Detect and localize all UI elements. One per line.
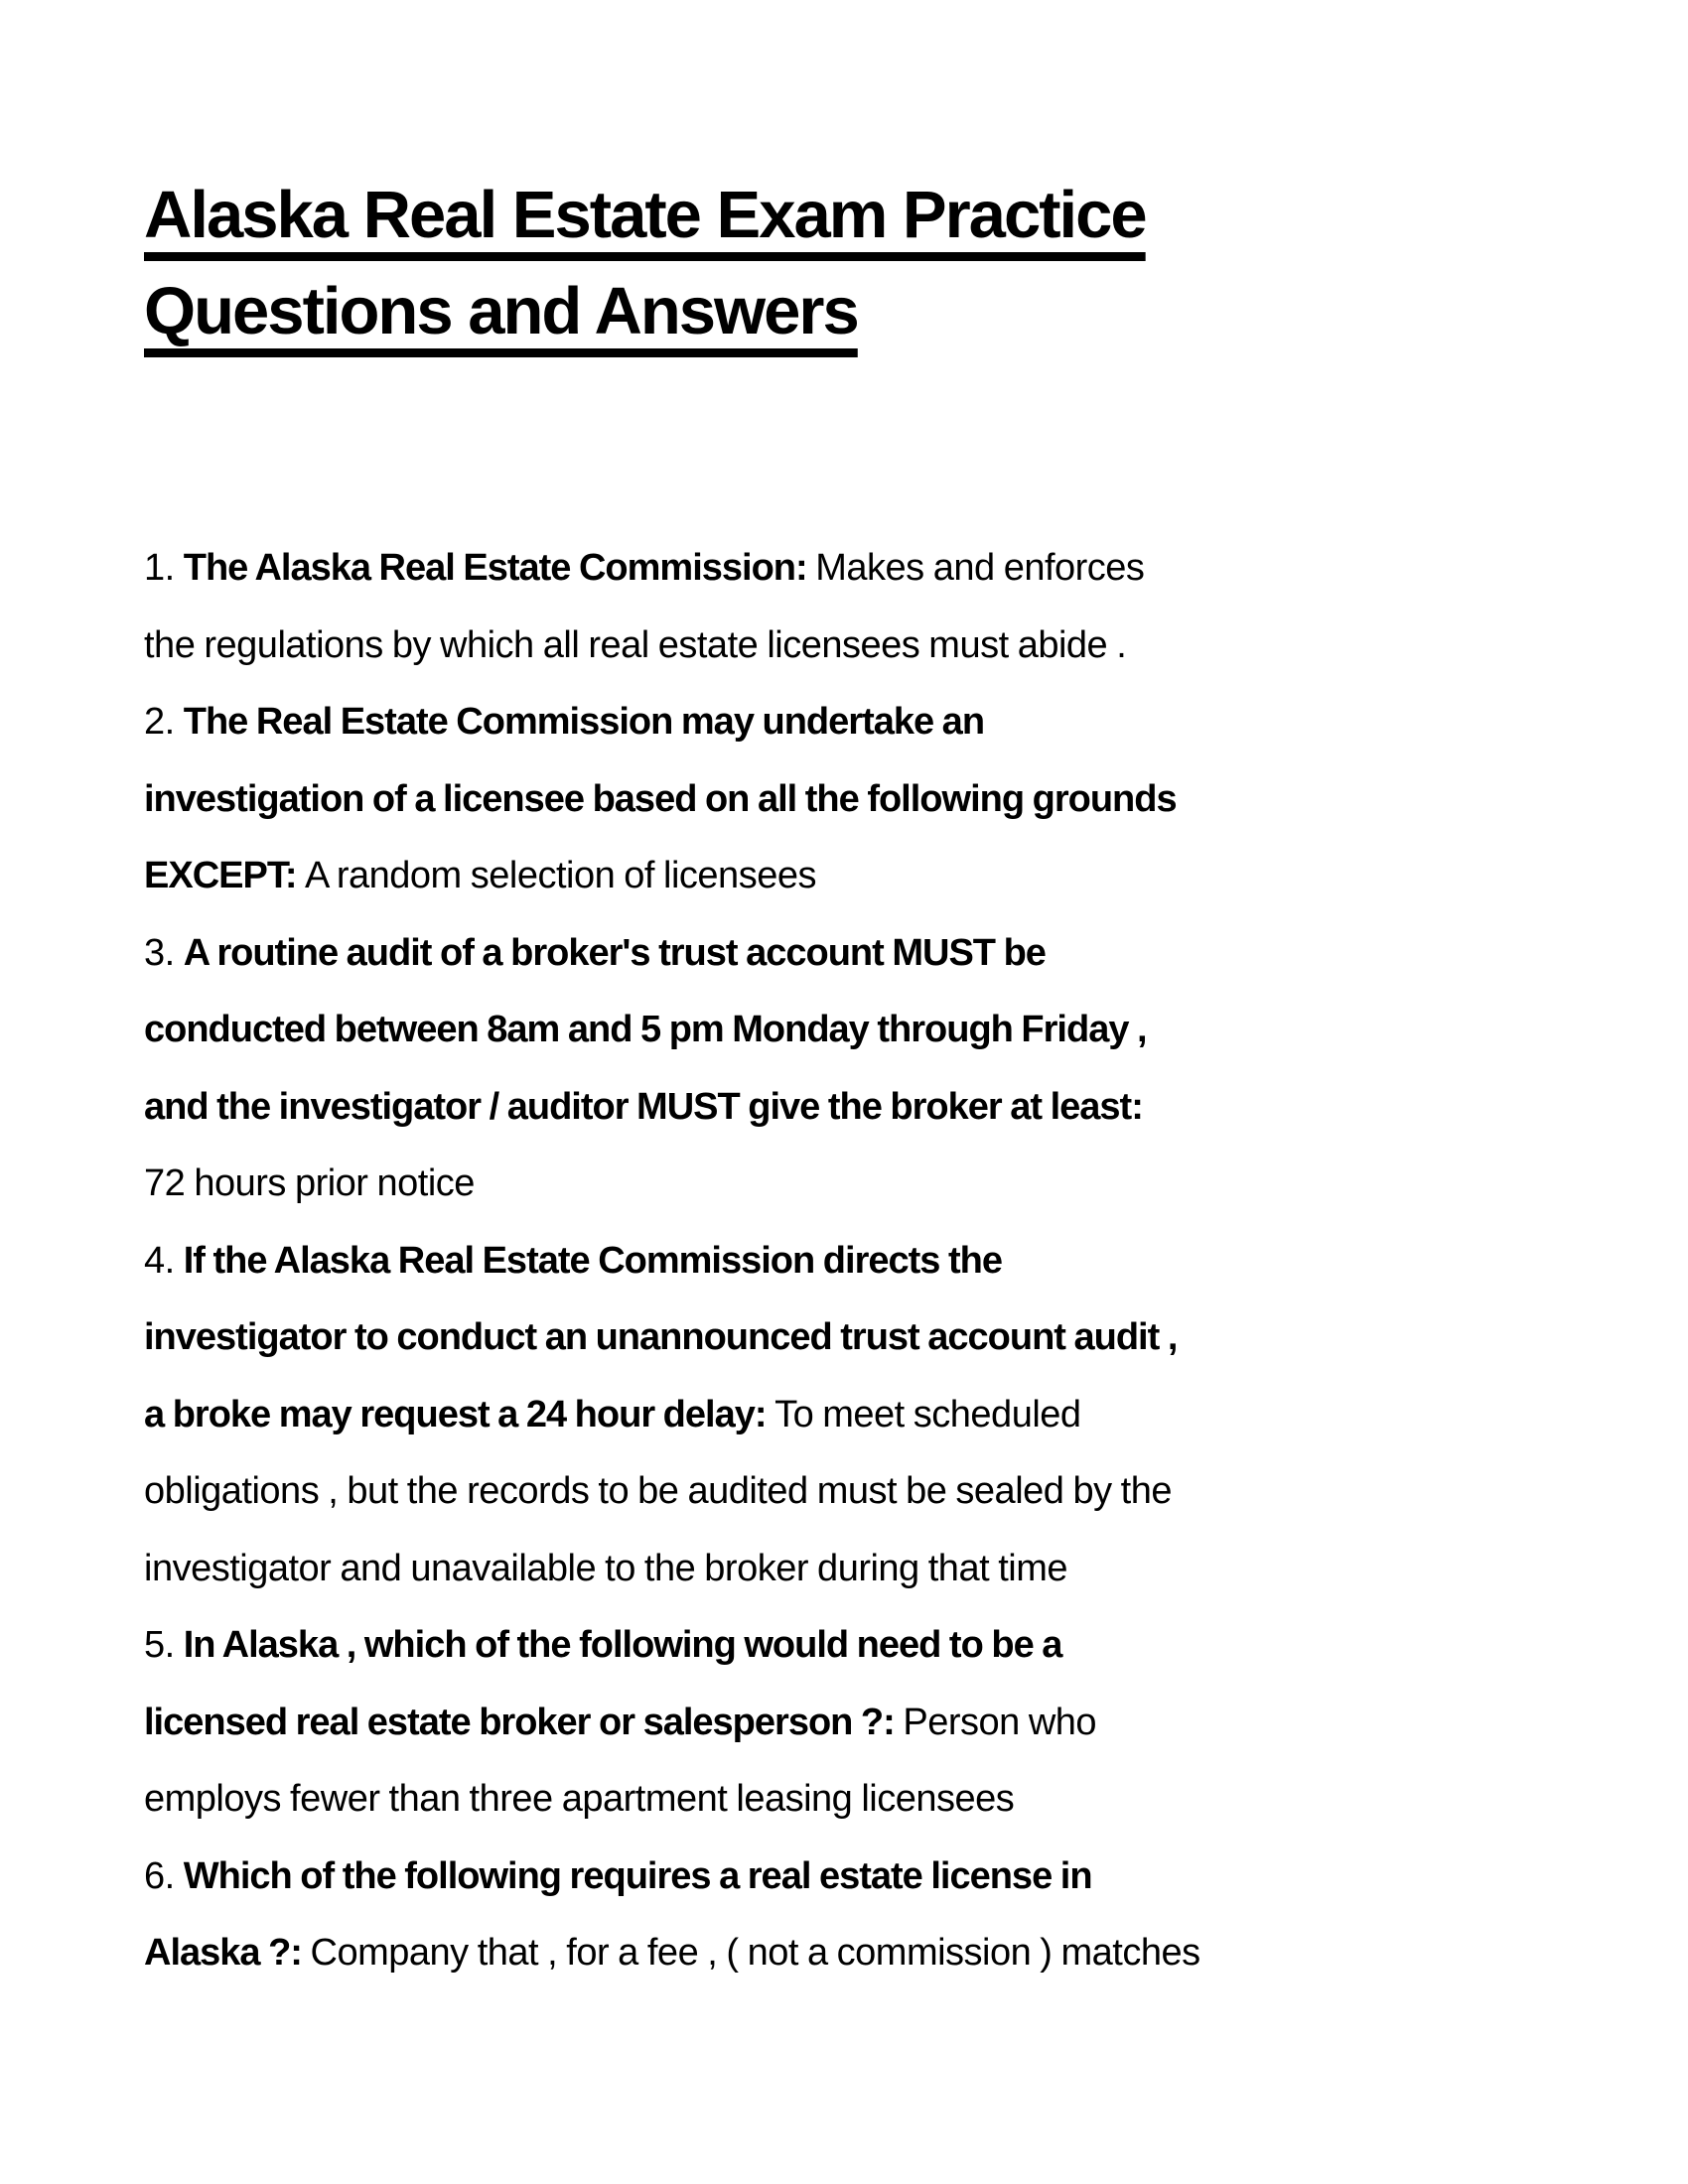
text-line [144,1377,1465,1454]
bold-text-segment: licensed real estate broker or salesperson ?: [144,1701,904,1743]
bold-text-segment: and the investigator / auditor MUST give the broker at least: [144,1085,1143,1128]
text-segment: 4. [144,1239,184,1282]
text-segment: Company that , for a fee , ( not a commission ) matches [310,1932,1200,1974]
text-line [144,530,1465,608]
text-segment: To meet scheduled [774,1393,1081,1435]
text-line [144,1685,1465,1762]
bold-text-segment: The Real Estate Commission may undertake an [183,701,985,743]
text-segment: obligations , but the records to be audited must be sealed by the [144,1470,1172,1512]
text-line [144,1299,1465,1377]
text-line [144,1607,1465,1685]
text-segment: 5. [144,1624,184,1666]
bold-text-segment: In Alaska , which of the following would need to be a [183,1624,1062,1666]
text-line [144,1453,1465,1531]
text-line [144,992,1465,1069]
bold-text-segment: investigation of a licensee based on all the following grounds [144,777,1177,820]
text-segment: A random selection of licensees [305,855,816,896]
text-line [144,684,1465,761]
bold-text-segment: A routine audit of a broker's trust account MUST be [183,931,1046,974]
bold-text-segment: Which of the following requires a real estate license in [183,1854,1092,1897]
text-segment: 3. [144,931,184,974]
text-line [144,761,1465,839]
text-segment: 6. [144,1854,184,1897]
text-line [144,1146,1465,1223]
text-line [144,608,1465,685]
text-line [144,1761,1465,1839]
bold-text-segment: a broke may request a 24 hour delay: [144,1393,775,1435]
title-line-1: Alaska Real Estate Exam Practice [144,178,1146,252]
text-segment: Person who [903,1701,1097,1743]
text-segment: 1. [144,547,184,589]
text-line [144,1915,1465,1992]
bold-text-segment: investigator to conduct an unannounced trust account audit , [144,1316,1178,1358]
text-line [144,1839,1465,1916]
document-body [144,530,1465,1992]
text-line [144,1531,1465,1608]
bold-text-segment: EXCEPT: [144,855,306,896]
text-segment: 72 hours prior notice [144,1162,475,1204]
text-segment: 2. [144,701,184,743]
document-title [144,167,1465,359]
text-segment: investigator and unavailable to the broker during that time [144,1547,1067,1589]
text-segment: employs fewer than three apartment leasing licensees [144,1778,1015,1820]
bold-text-segment: conducted between 8am and 5 pm Monday through Friday , [144,1009,1147,1050]
text-line [144,1223,1465,1300]
text-line [144,1069,1465,1147]
bold-text-segment: If the Alaska Real Estate Commission directs the [183,1239,1002,1282]
bold-text-segment: Alaska ?: [144,1932,311,1974]
document-content [144,167,1465,1992]
text-segment: Makes and enforces [815,547,1145,589]
text-segment: the regulations by which all real estate licensees must abide . [144,623,1127,666]
bold-text-segment: The Alaska Real Estate Commission: [183,547,816,589]
text-line [144,915,1465,993]
title-line-2: Questions and Answers [144,274,858,348]
text-line [144,838,1465,915]
